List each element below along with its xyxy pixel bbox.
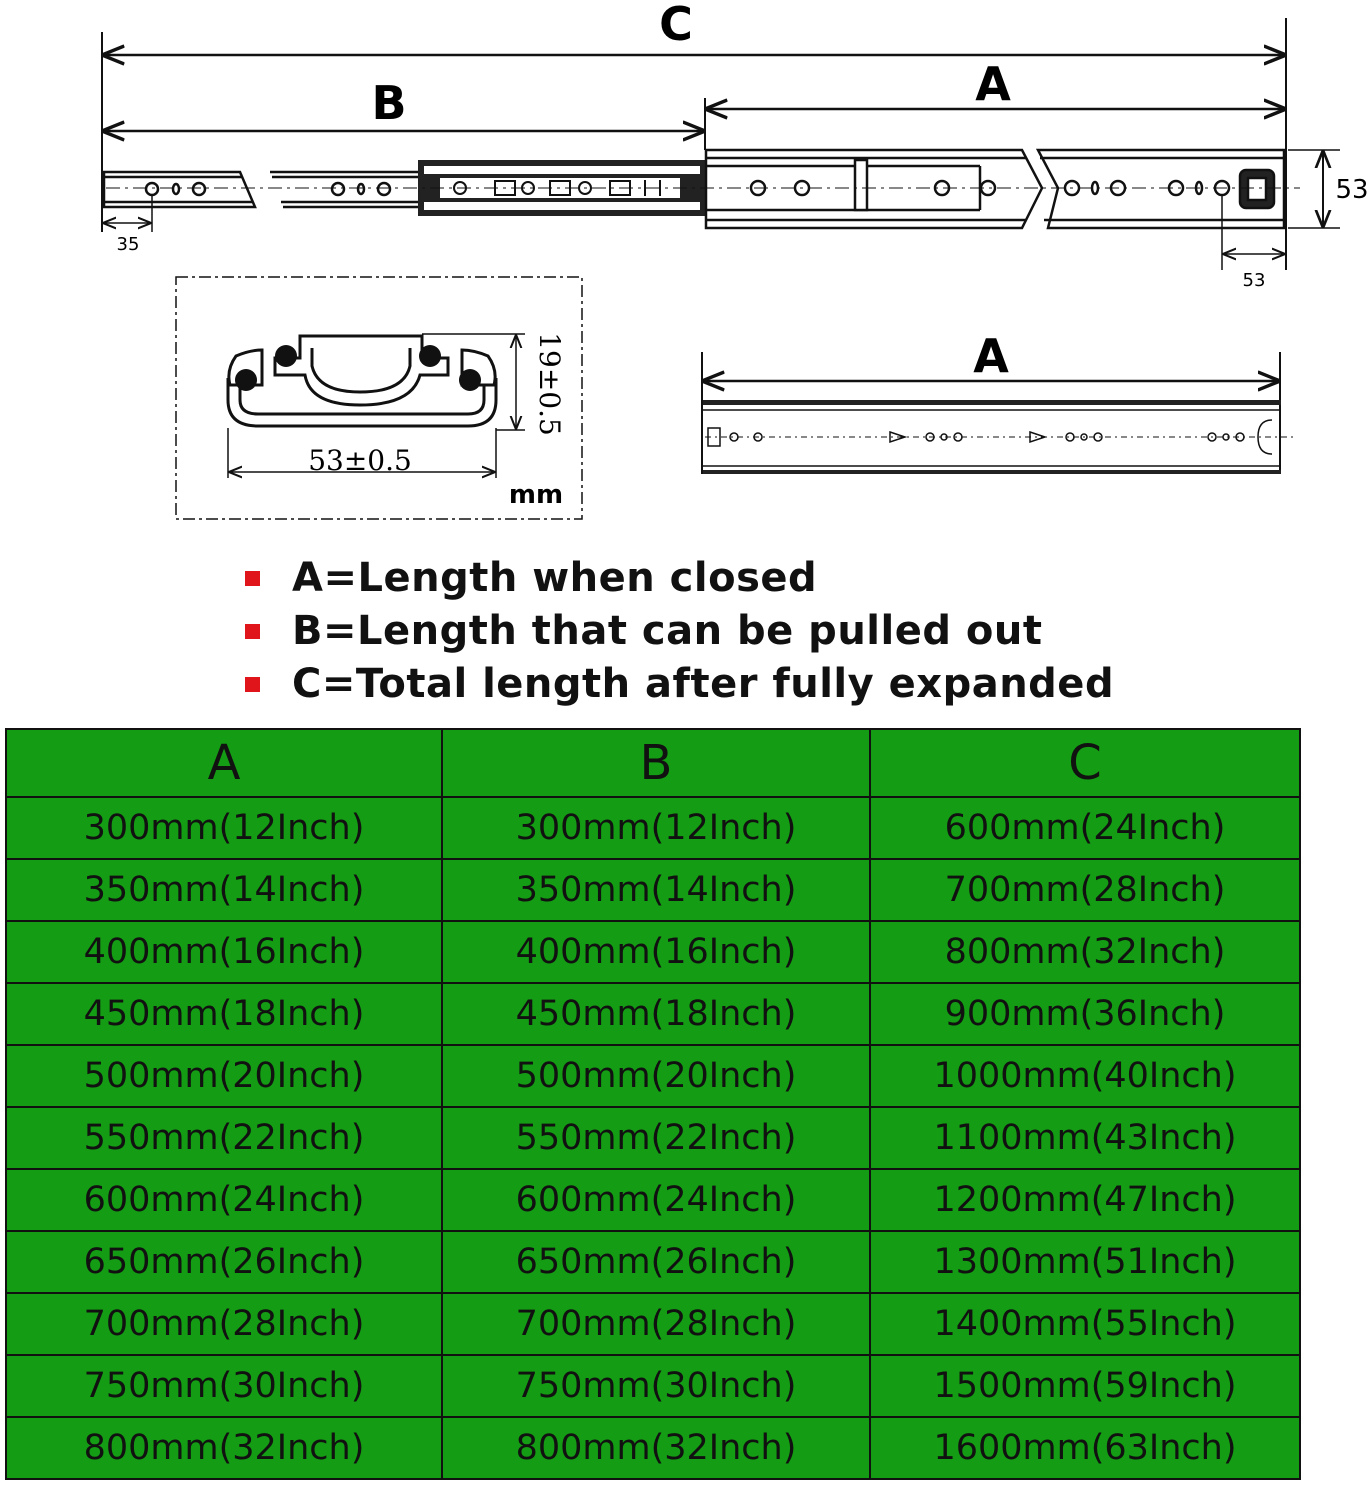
column-header-c: C [870, 729, 1300, 797]
cell-b: 350mm(14Inch) [442, 859, 870, 921]
cell-b: 750mm(30Inch) [442, 1355, 870, 1417]
legend-text: A=Length when closed [292, 555, 818, 601]
table-row [6, 1231, 1300, 1293]
legend-item-a [240, 552, 1240, 605]
table-header-row [6, 729, 1300, 797]
dimension-right-offset-label: 53 [1242, 270, 1266, 291]
cell-b: 700mm(28Inch) [442, 1293, 870, 1355]
cell-c: 1200mm(47Inch) [870, 1169, 1300, 1231]
table-row [6, 1417, 1300, 1479]
dimension-left-offset [104, 196, 152, 255]
size-table [5, 728, 1301, 1480]
cell-b: 800mm(32Inch) [442, 1417, 870, 1479]
dimension-right-offset [1222, 196, 1284, 291]
table-row [6, 1169, 1300, 1231]
cell-a: 600mm(24Inch) [6, 1169, 442, 1231]
bullet-square-icon [245, 677, 260, 692]
cross-section-view [176, 277, 582, 519]
cell-a: 400mm(16Inch) [6, 921, 442, 983]
cell-a: 650mm(26Inch) [6, 1231, 442, 1293]
cell-b: 300mm(12Inch) [442, 797, 870, 859]
cell-b: 400mm(16Inch) [442, 921, 870, 983]
cell-a: 500mm(20Inch) [6, 1045, 442, 1107]
dimension-height-label: 53 [1335, 175, 1369, 205]
cell-c: 1000mm(40Inch) [870, 1045, 1300, 1107]
dimension-legend [240, 552, 1240, 711]
cell-a: 800mm(32Inch) [6, 1417, 442, 1479]
dimension-a-label: A [975, 57, 1011, 111]
cross-section-height-label: 19±0.5 [533, 332, 566, 436]
dimension-c [104, 0, 1284, 55]
outer-rail [706, 150, 1284, 228]
legend-text: C=Total length after fully expanded [292, 661, 1115, 707]
cell-a: 550mm(22Inch) [6, 1107, 442, 1169]
cell-a: 750mm(30Inch) [6, 1355, 442, 1417]
table-row [6, 921, 1300, 983]
bullet-square-icon [245, 571, 260, 586]
cell-b: 600mm(24Inch) [442, 1169, 870, 1231]
dimension-a [707, 57, 1284, 111]
column-header-a: A [6, 729, 442, 797]
extended-slide-view [102, 0, 1369, 291]
cross-section-width-label: 53±0.5 [308, 444, 412, 477]
cell-c: 600mm(24Inch) [870, 797, 1300, 859]
cross-section-unit-label: mm [508, 480, 564, 510]
legend-item-b [240, 605, 1240, 658]
legend-text: B=Length that can be pulled out [292, 608, 1043, 654]
table-row [6, 1045, 1300, 1107]
cell-b: 500mm(20Inch) [442, 1045, 870, 1107]
cell-c: 1500mm(59Inch) [870, 1355, 1300, 1417]
dimension-b-label: B [371, 76, 407, 130]
cell-b: 450mm(18Inch) [442, 983, 870, 1045]
cell-b: 550mm(22Inch) [442, 1107, 870, 1169]
cell-a: 700mm(28Inch) [6, 1293, 442, 1355]
cell-a: 300mm(12Inch) [6, 797, 442, 859]
cell-a: 450mm(18Inch) [6, 983, 442, 1045]
cell-c: 900mm(36Inch) [870, 983, 1300, 1045]
bullet-square-icon [245, 624, 260, 639]
cell-b: 650mm(26Inch) [442, 1231, 870, 1293]
table-row [6, 1293, 1300, 1355]
table-row [6, 983, 1300, 1045]
cell-c: 800mm(32Inch) [870, 921, 1300, 983]
cell-c: 1100mm(43Inch) [870, 1107, 1300, 1169]
table-row [6, 1355, 1300, 1417]
dimension-c-label: C [659, 0, 693, 51]
table-row [6, 1107, 1300, 1169]
closed-slide-view [702, 329, 1295, 474]
column-header-b: B [442, 729, 870, 797]
closed-dimension-a-label: A [973, 329, 1009, 383]
cell-c: 1400mm(55Inch) [870, 1293, 1300, 1355]
slide-technical-drawing [0, 0, 1371, 545]
cell-c: 1300mm(51Inch) [870, 1231, 1300, 1293]
table-row [6, 859, 1300, 921]
cell-c: 1600mm(63Inch) [870, 1417, 1300, 1479]
cell-a: 350mm(14Inch) [6, 859, 442, 921]
dimension-left-offset-label: 35 [116, 234, 140, 255]
table-row [6, 797, 1300, 859]
legend-item-c [240, 658, 1240, 711]
cell-c: 700mm(28Inch) [870, 859, 1300, 921]
dimension-b [104, 76, 703, 131]
size-table-body [6, 797, 1300, 1479]
dimension-height [1288, 150, 1369, 228]
